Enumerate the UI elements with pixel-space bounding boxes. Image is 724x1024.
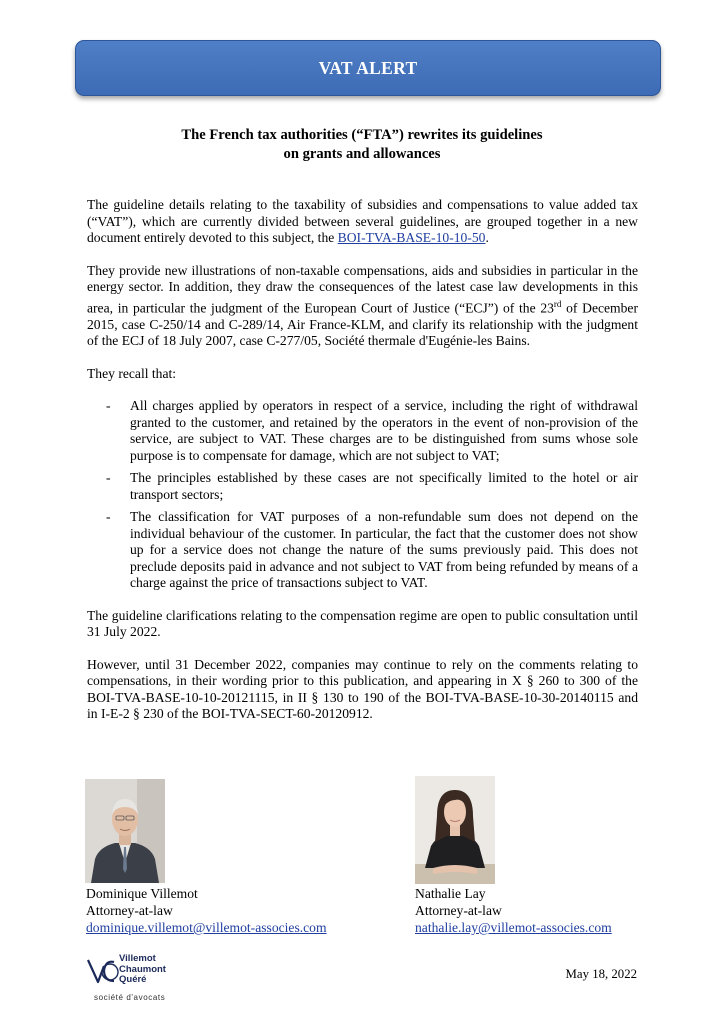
- paragraph-illustrations: [87, 263, 638, 350]
- list-item: [87, 509, 638, 592]
- paragraph-illustrations-a: They provide new illustrations of non-taxable compensations, aids and subsidies in particular in the energy sector. In addition, they draw the consequences of the latest case law developments in this area, in particular the judgment of the European Court of Justice (“ECJ”) of the 23: [87, 262, 638, 316]
- list-item-text: All charges applied by operators in respect of a service, including the right of withdrawal granted to the customer, and retained by the operators in the event of non-provision of the service, are subject to VAT. These charges are to be distinguished from sums whose sole purpose is to compensate for damage, which are not subject to VAT;: [130, 398, 638, 463]
- paragraph-transition: However, until 31 December 2022, companies may continue to rely on the comments relating to compensations, in their wording prior to this publication, and appearing in X § 260 to 300 of the BOI-TVA-BASE-10-10-20121115, in II § 130 to 190 of the BOI-TVA-BASE-10-30-20140115 and in I-E-2 § 230 of the BOI-TVA-SECT-60-20120912.: [87, 656, 638, 722]
- firm-name: [119, 954, 166, 986]
- paragraph-consultation: The guideline clarifications relating to the compensation regime are open to public consultation until 31 July 2022.: [87, 607, 638, 640]
- list-item: [87, 398, 638, 464]
- contact-dominique-villemot: [86, 885, 327, 936]
- person-silhouette-icon: [85, 779, 165, 883]
- vcq-monogram-icon: [86, 954, 120, 988]
- guideline-link[interactable]: BOI-TVA-BASE-10-10-50: [337, 230, 486, 245]
- contact-email-link[interactable]: dominique.villemot@villemot-associes.com: [86, 920, 327, 935]
- paragraph-intro: [87, 197, 638, 247]
- firm-name-line: Quéré: [119, 974, 147, 985]
- list-item-text: The classification for VAT purposes of a non-refundable sum does not depend on the individual behaviour of the customer. In particular, the fact that the customer does not show up for a service does not change the nature of the sums previously paid. This does not preclude deposits paid in advance and not subject to VAT from being refunded by means of a charge against the price of transactions subject to VAT.: [130, 509, 638, 591]
- firm-name-line: Chaumont: [119, 963, 166, 975]
- portrait-dominique-villemot: [85, 779, 165, 883]
- paragraph-intro-end: .: [485, 230, 489, 245]
- contact-nathalie-lay: [415, 885, 612, 936]
- contact-role: Attorney-at-law: [415, 903, 502, 918]
- ordinal-suffix: rd: [553, 298, 562, 309]
- paragraph-recall: They recall that:: [87, 365, 177, 381]
- document-body: [87, 197, 638, 723]
- contact-name: Nathalie Lay: [415, 886, 486, 901]
- contact-role: Attorney-at-law: [86, 903, 173, 918]
- firm-name-line: Villemot: [119, 953, 156, 964]
- publication-date: May 18, 2022: [565, 967, 637, 981]
- dash-bullet: -: [106, 398, 111, 414]
- portrait-nathalie-lay: [415, 776, 495, 884]
- paragraph-illustrations-b: of December 2015, case C-250/14 and C-289/14, Air France-KLM, and clarify its relationship with the judgment of the ECJ of 18 July 2007, case C-277/05, Société thermale d'Eugénie-les Bains.: [87, 300, 638, 349]
- paragraph-intro-text: The guideline details relating to the taxability of subsidies and compensations to value added tax (“VAT”), which are currently divided between several guidelines, are grouped together in a new document entirely devoted to this subject, the: [87, 197, 638, 245]
- firm-logo: [86, 952, 206, 1004]
- person-silhouette-icon: [415, 776, 495, 884]
- document-title: [86, 126, 638, 164]
- dash-bullet: -: [106, 470, 111, 486]
- title-line-1: The French tax authorities (“FTA”) rewrites its guidelines: [181, 127, 543, 143]
- dash-bullet: -: [106, 509, 111, 525]
- vat-alert-banner: [75, 40, 661, 96]
- list-item-text: The principles established by these cases are not specifically limited to the hotel or air transport sectors;: [130, 470, 638, 502]
- banner-title: VAT ALERT: [318, 57, 418, 78]
- recall-list: [87, 398, 638, 592]
- firm-tagline: société d'avocats: [94, 993, 166, 1002]
- title-line-2: on grants and allowances: [283, 146, 441, 162]
- contact-email-link[interactable]: nathalie.lay@villemot-associes.com: [415, 920, 612, 935]
- list-item: [87, 470, 638, 503]
- contact-name: Dominique Villemot: [86, 886, 198, 901]
